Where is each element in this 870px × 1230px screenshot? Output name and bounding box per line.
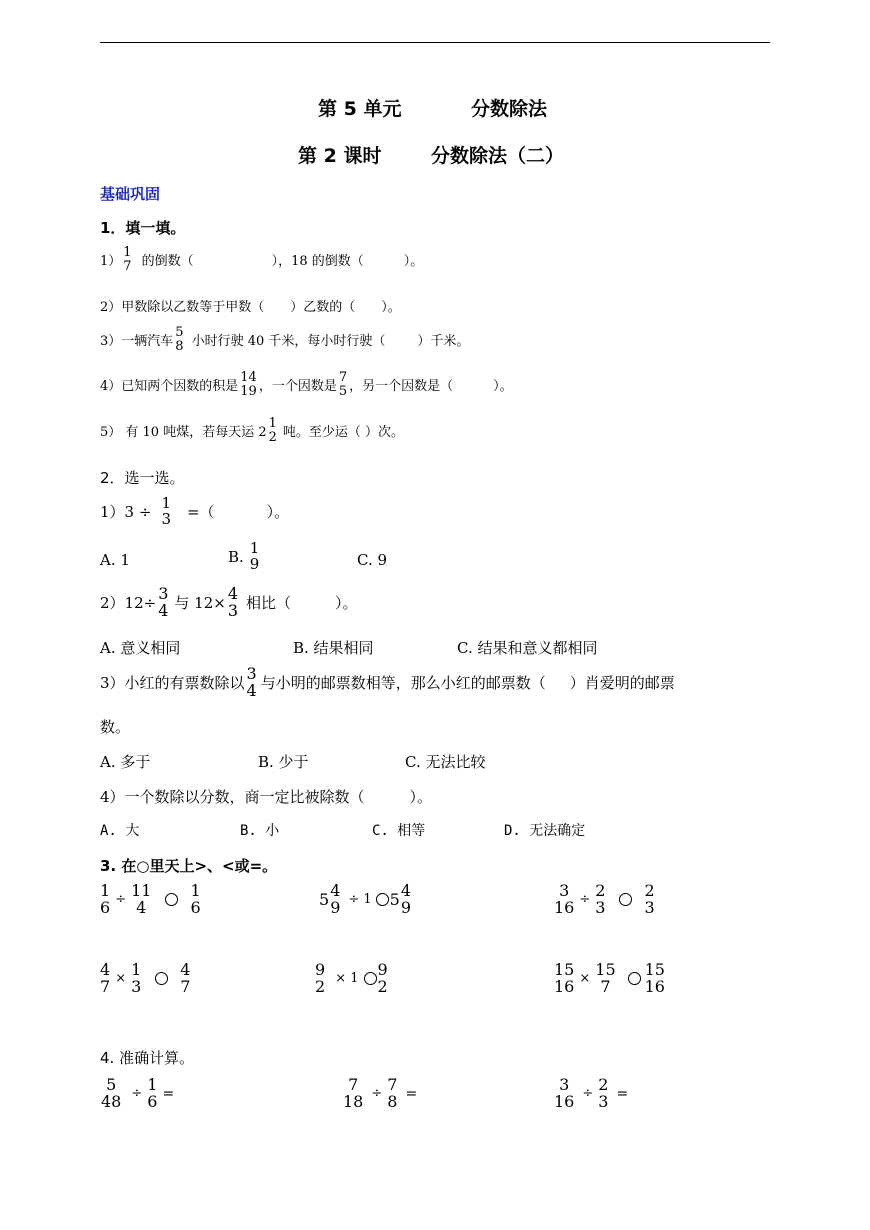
q2-item-4: 4）一个数除以分数，商一定比被除数（ ）。 [100, 788, 433, 806]
q2-i2-text3: 相比（ [246, 594, 292, 613]
q2-item-1 [100, 496, 289, 528]
q1-i1-num: 1） [100, 254, 122, 270]
operator: ÷ [131, 1086, 143, 1102]
q4-calc-3 [552, 1077, 628, 1111]
q2-i3-text2: 与小明的邮票数相等，那么小红的邮票数（ [260, 674, 546, 693]
q2-i1-option-b [228, 541, 261, 573]
q1-i3-text1: 3）一辆汽车 [100, 334, 174, 350]
q4-calc-1 [99, 1077, 174, 1111]
q3-compare-r1c1 [98, 883, 203, 917]
header-rule [100, 42, 770, 43]
fraction: 1 6 [147, 1075, 158, 1111]
q1-i5-text2: 吨。至少运（ ）次。 [282, 425, 405, 441]
operator: ÷ 1 [348, 892, 372, 908]
q2-i1-text2: =（ [186, 503, 215, 522]
q1-i1-text1: 的倒数（ [141, 254, 194, 270]
compare-circle[interactable] [364, 972, 377, 985]
fraction: 1 3 [161, 494, 171, 528]
fraction: 1 2 [268, 416, 277, 445]
compare-circle[interactable] [155, 972, 168, 985]
fraction: 15 16 [644, 960, 665, 996]
fraction: 3 4 [158, 584, 169, 620]
operator: × 1 [335, 971, 359, 987]
equals-sign: = [616, 1085, 629, 1102]
fraction: 1 9 [249, 539, 260, 573]
q3-compare-r2c1 [98, 962, 192, 996]
fraction: 5 48 [101, 1075, 122, 1111]
fraction: 2 3 [595, 881, 606, 917]
q3-compare-r1c2 [319, 883, 413, 917]
q2-i4-option-c: C. 相等 [372, 823, 426, 839]
q2-i2-option-c: C. 结果和意义都相同 [457, 639, 598, 657]
compare-circle[interactable] [619, 893, 632, 906]
q4-title: 4. 准确计算。 [100, 1049, 195, 1067]
q1-i4-text2: ，一个因数是 [258, 379, 337, 395]
compare-circle[interactable] [165, 893, 178, 906]
q2-i4-option-a: A. 大 [100, 823, 140, 839]
q1-i1-text2: ），18 的倒数（ [271, 254, 364, 270]
q2-i2-text4: ）。 [335, 594, 358, 613]
operator: ÷ [371, 1086, 383, 1102]
fraction: 15 16 [554, 960, 575, 996]
q1-i4-text4: ）。 [493, 379, 513, 395]
fraction: 4 7 [100, 960, 111, 996]
q2-item-3-cont: 数。 [100, 718, 131, 736]
q2-i3-option-b: B. 少于 [258, 753, 309, 771]
q2-i3-text3: ）肖爱明的邮票 [569, 674, 675, 693]
q3-title: 3. 在○里天上>、<或=。 [100, 857, 278, 875]
compare-circle[interactable] [628, 972, 641, 985]
q3-compare-r2c3 [552, 962, 667, 996]
q2-i2-option-b: B. 结果相同 [293, 639, 374, 657]
unit-title: 分数除法 [471, 98, 548, 120]
q1-i4-text1: 4）已知两个因数的积是 [100, 379, 239, 395]
fraction: 7 18 [343, 1075, 364, 1111]
fraction: 3 16 [554, 881, 575, 917]
fraction: 11 4 [131, 881, 152, 917]
operator: × [115, 971, 127, 987]
q2-i3-option-a: A. 多于 [100, 753, 151, 771]
section-label: 基础巩固 [100, 185, 161, 203]
q2-i1-option-a: A. 1 [100, 551, 130, 569]
q1-item-3 [100, 326, 469, 353]
fraction: 1 6 [100, 881, 111, 917]
fraction: 2 3 [644, 881, 655, 917]
q2-i4-option-b: B. 小 [240, 823, 280, 839]
unit-label: 第 5 单元 [318, 98, 402, 120]
fraction: 3 16 [554, 1075, 575, 1111]
fraction: 1 3 [131, 960, 142, 996]
q2-i1-option-c: C. 9 [357, 551, 388, 569]
fraction: 14 19 [240, 370, 257, 399]
fraction: 1 7 [123, 245, 132, 274]
q2-item-3 [100, 666, 675, 700]
q2-item-2 [100, 586, 358, 620]
q1-item-1 [100, 246, 423, 273]
fraction: 4 9 [330, 881, 341, 917]
fraction: 4 9 [400, 881, 412, 917]
q1-title: 1．填一填。 [100, 219, 186, 237]
fraction: 9 2 [315, 960, 326, 996]
q1-item-5 [100, 417, 404, 444]
q2-i2-text2: 与 12× [174, 594, 226, 613]
q1-i3-text2: 小时行驶 40 千米，每小时行驶（ [191, 334, 386, 350]
q2-i2-option-a: A. 意义相同 [100, 639, 181, 657]
q1-i1-text3: ）。 [403, 254, 424, 270]
q1-i5-text1: 5） 有 10 吨煤，若每天运 2 [100, 425, 267, 441]
fraction: 5 8 [175, 325, 184, 354]
q2-i1-text3: ）。 [266, 503, 290, 522]
fraction: 4 7 [180, 960, 191, 996]
fraction: 4 3 [227, 584, 239, 620]
fraction: 2 3 [598, 1075, 609, 1111]
equals-sign: = [405, 1085, 418, 1102]
q1-i3-text3: ）千米。 [417, 334, 470, 350]
whole-number: 5 [319, 890, 330, 910]
fraction: 1 6 [190, 881, 201, 917]
fraction: 3 4 [246, 664, 257, 700]
q3-compare-r2c2 [313, 962, 390, 996]
q3-compare-r1c3 [552, 883, 657, 917]
fraction: 7 5 [338, 370, 348, 399]
operator: ÷ [115, 892, 127, 908]
lesson-title: 分数除法（二） [431, 145, 565, 167]
q2-i3-text1: 3）小红的有票数除以 [100, 674, 245, 693]
q1-i4-text3: ，另一个因数是（ [349, 379, 454, 395]
operator: ÷ [582, 1086, 594, 1102]
q4-calc-2 [341, 1077, 417, 1111]
fraction: 7 8 [387, 1075, 398, 1111]
q1-item-4 [100, 371, 513, 398]
q2-i1-option-b-label: B. [228, 547, 244, 566]
fraction: 9 2 [377, 960, 388, 996]
q1-item-2: 2）甲数除以乙数等于甲数（ ）乙数的（ ）。 [100, 300, 401, 315]
q2-i3-option-c: C. 无法比较 [405, 753, 486, 771]
equals-sign: = [162, 1085, 175, 1102]
lesson-label: 第 2 课时 [298, 145, 382, 167]
q2-i2-text1: 2）12÷ [100, 594, 157, 613]
fraction: 15 7 [595, 960, 616, 996]
q2-i1-text1: 1）3 ÷ [100, 503, 152, 522]
compare-circle[interactable] [376, 893, 389, 906]
whole-number: 5 [389, 890, 400, 910]
operator: × [579, 971, 591, 987]
q2-i4-option-d: D. 无法确定 [504, 823, 586, 839]
operator: ÷ [579, 892, 591, 908]
q2-title: 2．选一选。 [100, 469, 185, 487]
